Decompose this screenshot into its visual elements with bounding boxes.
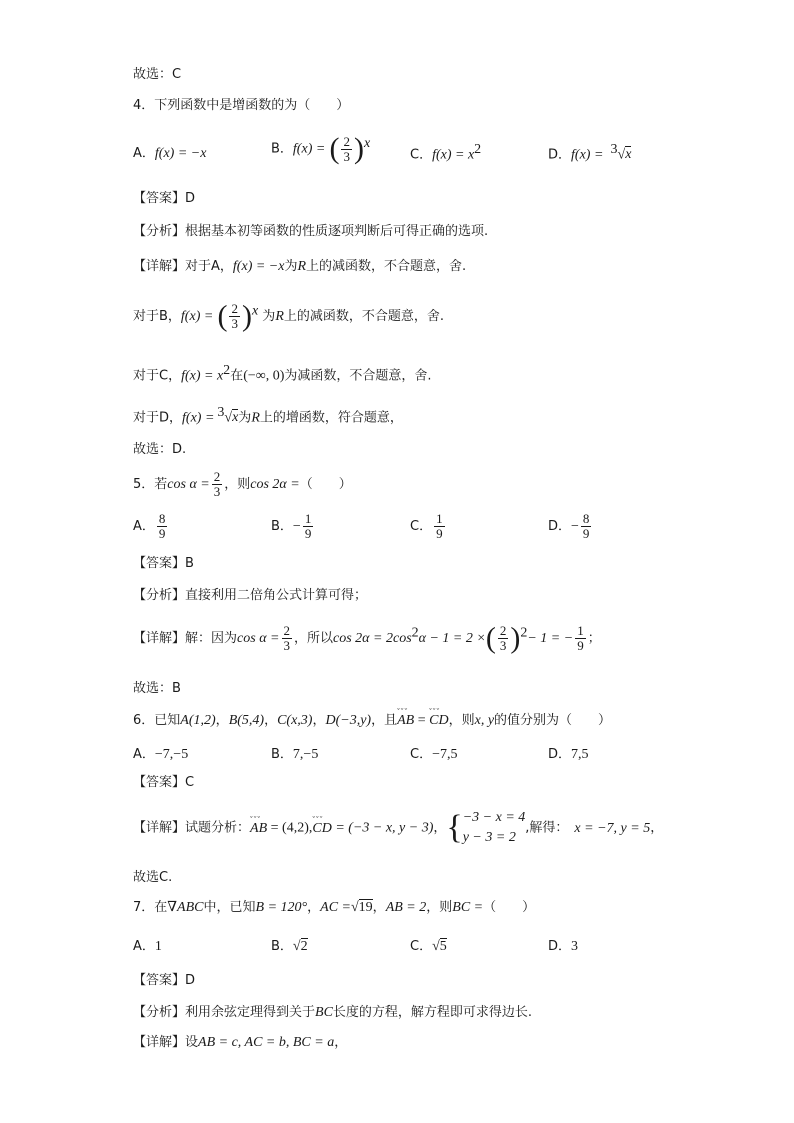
q6-conclusion: 故选C. [133,870,173,885]
q6-detail: 【详解】试题分析：ˇˇˇ AB = (4,2),ˇˇˇ CD = (−3 − x, y − 3)，{ −3 − x = 4 y − 3 = 2 ,解得： x = −7, y = 5， [133,808,663,848]
q5-analysis: 【分析】直接利用二倍角公式计算可得； [133,588,368,603]
q3-answer-line: 故选：C [133,67,182,82]
q7-detail: 【详解】设AB = c, AC = b, BC = a， [133,1035,348,1050]
q4-option-b: B．f(x) = ( $\frac{2}{3}$ )$^x$ [271,132,371,165]
q4-option-c: C．$f(x) = x^2$ [410,142,482,163]
q7-stem: 7．在∇ABC中，已知B = 120°，AC =√19，AB = 2，则BC =（ ） [133,900,536,915]
q4-detail-a: 【详解】对于A，f(x) = −x为R上的减函数，不合题意，舍. [133,259,467,274]
q7-option-b: B．√2 [271,939,308,954]
q6-answer: 【答案】C [133,775,195,790]
q7-option-a: A．1 [133,939,162,954]
q4-detail-c: 对于C，$f(x) = x^2$在(−∞, 0)为减函数，不合题意，舍. [133,363,432,384]
q5-answer: 【答案】B [133,556,194,571]
q4-option-d: D．f(x) = $^3$√x [548,142,632,163]
q4-analysis: 【分析】根据基本初等函数的性质逐项判断后可得正确的选项. [133,224,489,239]
q5-option-d: D．− $\frac{8}{9}$ [548,511,590,541]
q6-option-b: B．7,−5 [271,747,319,762]
q6-option-c: C．−7,5 [410,747,458,762]
q6-option-d: D．7,5 [548,747,589,762]
q4-detail-b: 对于B，f(x) = ( $\frac{2}{3}$ )$^x$ 为R上的减函数，不合题意，舍. [133,299,445,333]
q7-option-d: D．3 [548,939,579,954]
q7-answer: 【答案】D [133,973,196,988]
q6-stem: 6．已知A(1,2)，B(5,4)，C(x,3)，D(−3,y)，且ˇˇˇ AB = ˇˇˇ CD，则x, y的值分别为（ ） [133,712,611,730]
q5-conclusion: 故选：B [133,681,181,696]
q6-option-a: A．−7,−5 [133,747,189,762]
q5-option-a: A． $\frac{8}{9}$ [133,511,166,541]
q4-detail-d: 对于D，f(x) = $^3$√x为R上的增函数，符合题意， [133,405,403,426]
q5-detail: 【详解】解：因为cos α = $\frac{2}{3}$ ，所以$\cos 2\alpha = 2\cos^2\alpha - 1 = 2$ ×( $\frac{2}{3}$ )$^2$− 1 = − $\frac{1}{9}$ ； [133,621,601,655]
q4-answer: 【答案】D [133,191,196,206]
q5-option-c: C． $\frac{1}{9}$ [410,511,443,541]
q4-option-a: A．f(x) = −x [133,146,207,161]
q5-stem: 5．若cos α = $\frac{2}{3}$ ，则cos 2α =（ ） [133,469,352,499]
q4-stem: 4．下列函数中是增函数的为（ ） [133,98,350,113]
q4-conclusion: 故选：D. [133,442,187,457]
q7-option-c: C．√5 [410,939,447,954]
q7-analysis: 【分析】利用余弦定理得到关于BC长度的方程，解方程即可求得边长. [133,1005,533,1020]
q5-option-b: B．− $\frac{1}{9}$ [271,511,312,541]
